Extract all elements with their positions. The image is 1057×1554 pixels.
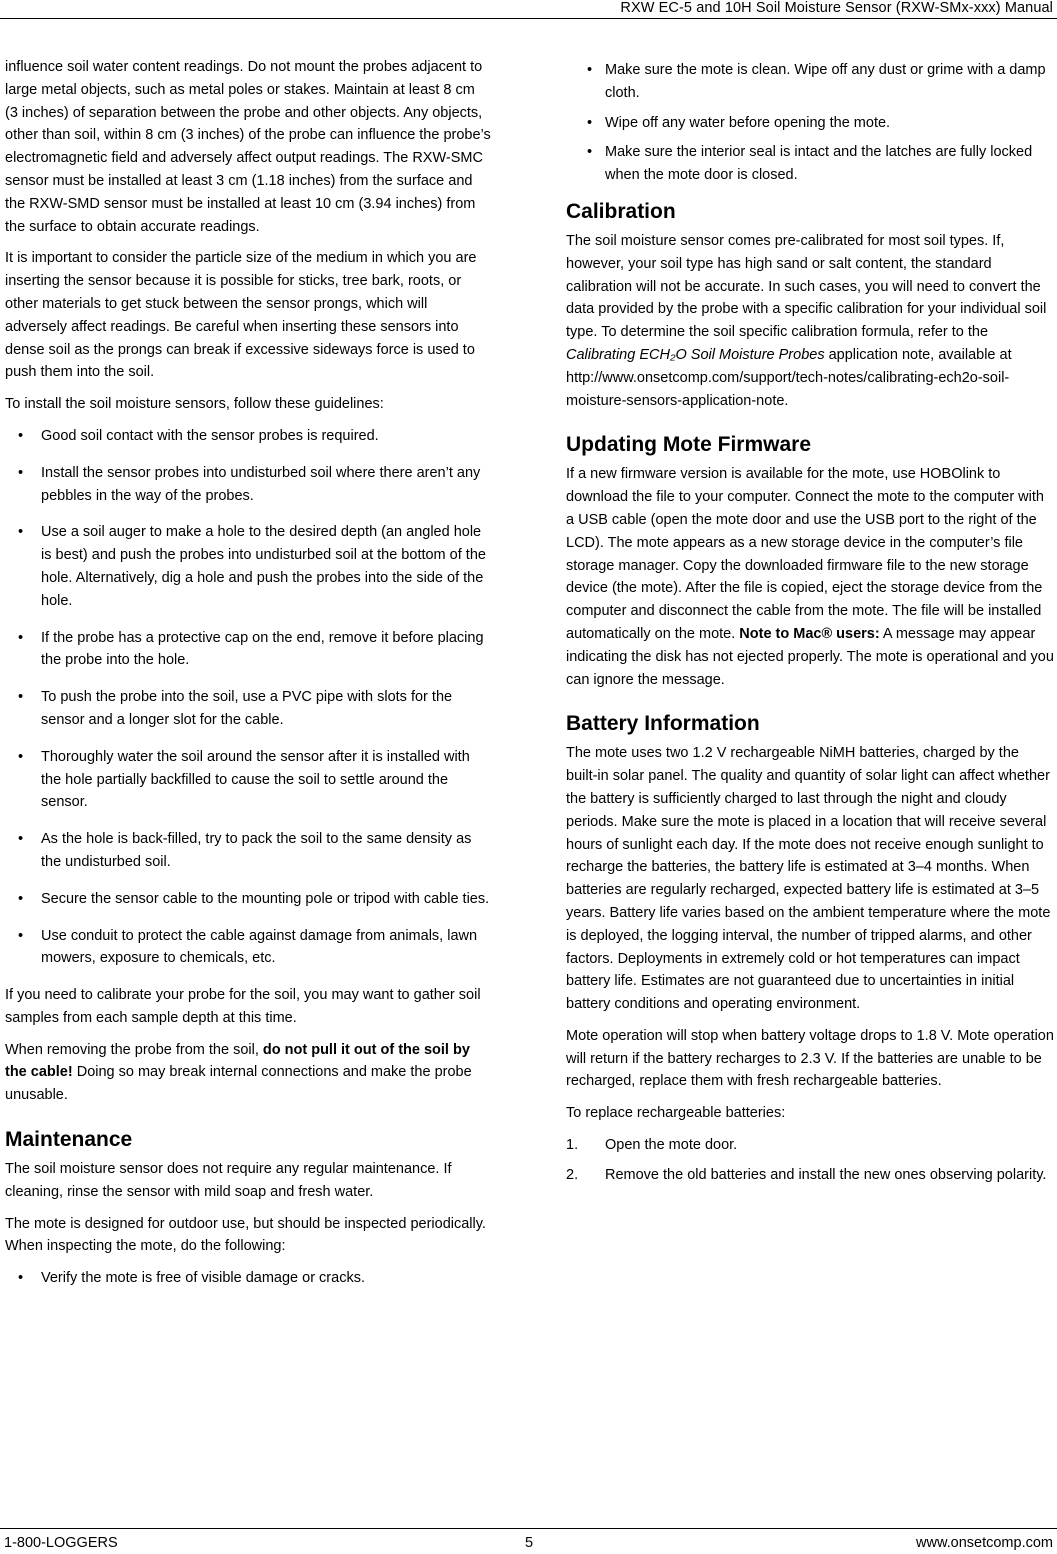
removing-warning-bold: do not pull it out of the soil by the cable!: [5, 1041, 470, 1081]
step-item: 1. Open the mote door.: [566, 1137, 738, 1154]
battery-section: [566, 709, 1054, 1186]
list-item: • Good soil contact with the sensor probes is required.: [5, 425, 491, 448]
list-item: • Make sure the mote is clean. Wipe off any dust or grime with a damp cloth.: [566, 59, 1054, 105]
bullet-icon: •: [587, 62, 593, 78]
firmware-section: [566, 430, 1054, 691]
guidelines-list: [5, 425, 491, 970]
battery-heading: Battery Information: [566, 712, 760, 736]
bullet-icon: •: [18, 689, 24, 706]
bullet-icon: •: [587, 144, 593, 161]
calibration-section: [566, 197, 1054, 412]
footer-phone: 1-800-LOGGERS: [4, 1535, 118, 1551]
right-column: [566, 59, 1054, 1194]
removing-warning: When removing the probe from the soil, do not pull it out of the soil by the cable! Doing so may break internal connections and make the probe unusable.: [5, 1041, 472, 1104]
bullet-icon: •: [18, 1270, 24, 1287]
bullet-icon: •: [18, 831, 24, 848]
list-item: • Secure the sensor cable to the mounting pole or tripod with cable ties.: [5, 888, 491, 911]
list-item: • Use a soil auger to make a hole to the desired depth (an angled hole is best) and push the probes into undisturbed soil at the bottom of the hole. Alternatively, dig a hole and push the probes into the side of the hole.: [5, 521, 491, 612]
page-footer: [0, 1528, 1057, 1554]
battery-paragraph: The mote uses two 1.2 V rechargeable NiMH batteries, charged by the built-in solar panel. The quality and quantity of solar light can affect whether the battery is sufficiently charged to last through the night and cloudy periods. Make sure the mote is placed in a location that will receive several hours of sunlight each day. If the mote does not receive enough sunlight to recharge the batteries, the battery life is estimated at 3–4 months. When batteries are regularly recharged, expected battery life is estimated at 3–5 years. Battery life varies based on the ambient temperature where the mote is deployed, the logging interval, the number of tripped alarms, and other factors. Deployments in extremely cold or hot temperatures can impact battery life. Estimates are not guaranteed due to uncertainties in initial battery conditions and operating environment.: [566, 745, 1051, 1013]
inspection-list: [5, 1267, 491, 1290]
calibrate-note: If you need to calibrate your probe for the soil, you may want to gather soil samples from each sample depth at this time.: [5, 987, 481, 1026]
bullet-icon: •: [18, 464, 24, 481]
maintenance-section: [5, 1125, 491, 1290]
replace-steps: [566, 1134, 1054, 1187]
list-item: • If the probe has a protective cap on the end, remove it before placing the probe into the hole.: [5, 627, 491, 673]
list-item: • As the hole is back-filled, try to pack the soil to the same density as the undisturbed soil.: [5, 828, 491, 874]
document-title: RXW EC-5 and 10H Soil Moisture Sensor (RXW-SMx-xxx) Manual: [620, 0, 1053, 16]
list-item: • Wipe off any water before opening the mote.: [566, 112, 1054, 135]
left-column: [5, 56, 491, 1304]
list-item: • Make sure the interior seal is intact and the latches are fully locked when the mote door is closed.: [566, 141, 1054, 187]
inspection-paragraph: The mote is designed for outdoor use, but should be inspected periodically. When inspecting the mote, do the following:: [5, 1215, 486, 1255]
application-note-title: Calibrating ECH₂O Soil Moisture Probes: [566, 346, 825, 363]
bullet-icon: •: [18, 629, 24, 646]
page-number: 5: [525, 1535, 534, 1551]
calibration-heading: Calibration: [566, 199, 676, 223]
firmware-heading: Updating Mote Firmware: [566, 433, 812, 457]
bullet-icon: •: [18, 927, 24, 944]
battery-voltage-paragraph: Mote operation will stop when battery voltage drops to 1.8 V. Mote operation will return if the battery recharges to 2.3 V. If the batteries are unable to be recharged, replace them with fresh rechargeable batteries.: [566, 1027, 1054, 1090]
bullet-icon: •: [18, 748, 24, 765]
list-item: • Thoroughly water the soil around the sensor after it is installed with the hole partially backfilled to cause the soil to settle around the sensor.: [5, 746, 491, 814]
particle-size-paragraph: It is important to consider the particle size of the medium in which you are inserting the sensor because it is possible for sticks, tree bark, roots, or other materials to get stuck between the sensor prongs, which will adversely affect readings. Be careful when inserting these sensors into dense soil as the prongs can break if excessive sideways force is used to push them into the soil.: [5, 250, 477, 381]
page-header: [0, 0, 1057, 19]
maintenance-paragraph: The soil moisture sensor does not require any regular maintenance. If cleaning, rinse the sensor with mild soap and fresh water.: [5, 1161, 452, 1200]
bullet-icon: •: [18, 524, 24, 541]
maintenance-heading: Maintenance: [5, 1128, 133, 1152]
mac-note-bold: Note to Mac® users:: [739, 625, 880, 642]
calibration-paragraph: The soil moisture sensor comes pre-calibrated for most soil types. If, however, your soil type has high sand or salt content, the standard calibration will not be accurate. In such cases, you will need to convert the data provided by the probe with a specific calibration for your individual soil type. To determine the soil specific calibration formula, refer to the Calibrating ECH₂O Soil Moisture Probes application note, available at http://www.onsetcomp.com/support/tech-notes/calibrating-ech2o-soil-moisture-sensors-application-note.: [566, 232, 1047, 409]
step-item: 2. Remove the old batteries and install the new ones observing polarity.: [566, 1166, 1047, 1183]
list-item: • Use conduit to protect the cable against damage from animals, lawn mowers, exposure to chemicals, etc.: [5, 925, 491, 971]
list-item: • Verify the mote is free of visible damage or cracks.: [5, 1267, 491, 1290]
bullet-icon: •: [587, 114, 593, 131]
firmware-paragraph: If a new firmware version is available for the mote, use HOBOlink to download the file to your computer. Connect the mote to the computer with a USB cable (open the mote door and use the USB port to the right of the LCD). The mote appears as a new storage device in the computer’s file storage manager. Copy the downloaded firmware file to the new storage device (the mote). After the file is copied, eject the storage device from the computer and disconnect the cable from the mote. The file will be installed automatically on the mote. Note to Mac® users: A message may appear indicating the disk has not ejected properly. The mote is operational and you can ignore the message.: [566, 466, 1054, 688]
list-item: • To push the probe into the soil, use a PVC pipe with slots for the sensor and a longer slot for the cable.: [5, 686, 491, 732]
replace-intro: To replace rechargeable batteries:: [566, 1105, 786, 1122]
list-item: • Install the sensor probes into undisturbed soil where there aren’t any pebbles in the way of the probes.: [5, 462, 491, 508]
intro-paragraph: influence soil water content readings. Do not mount the probes adjacent to large metal objects, such as metal poles or stakes. Maintain at least 8 cm (3 inches) of separation between the probe and other objects. Any objects, other than soil, within 8 cm (3 inches) of the probe can influence the probe’s electromagnetic field and adversely affect output readings. The RXW-SMC sensor must be installed at least 3 cm (1.18 inches) from the surface and the RXW-SMD sensor must be installed at least 10 cm (3.94 inches) from the surface to obtain accurate readings.: [5, 59, 491, 235]
inspection-list-continued: [566, 59, 1054, 187]
bullet-icon: •: [18, 427, 24, 444]
footer-website: www.onsetcomp.com: [916, 1535, 1053, 1551]
guidelines-intro: To install the soil moisture sensors, follow these guidelines:: [5, 396, 384, 413]
bullet-icon: •: [18, 890, 24, 907]
